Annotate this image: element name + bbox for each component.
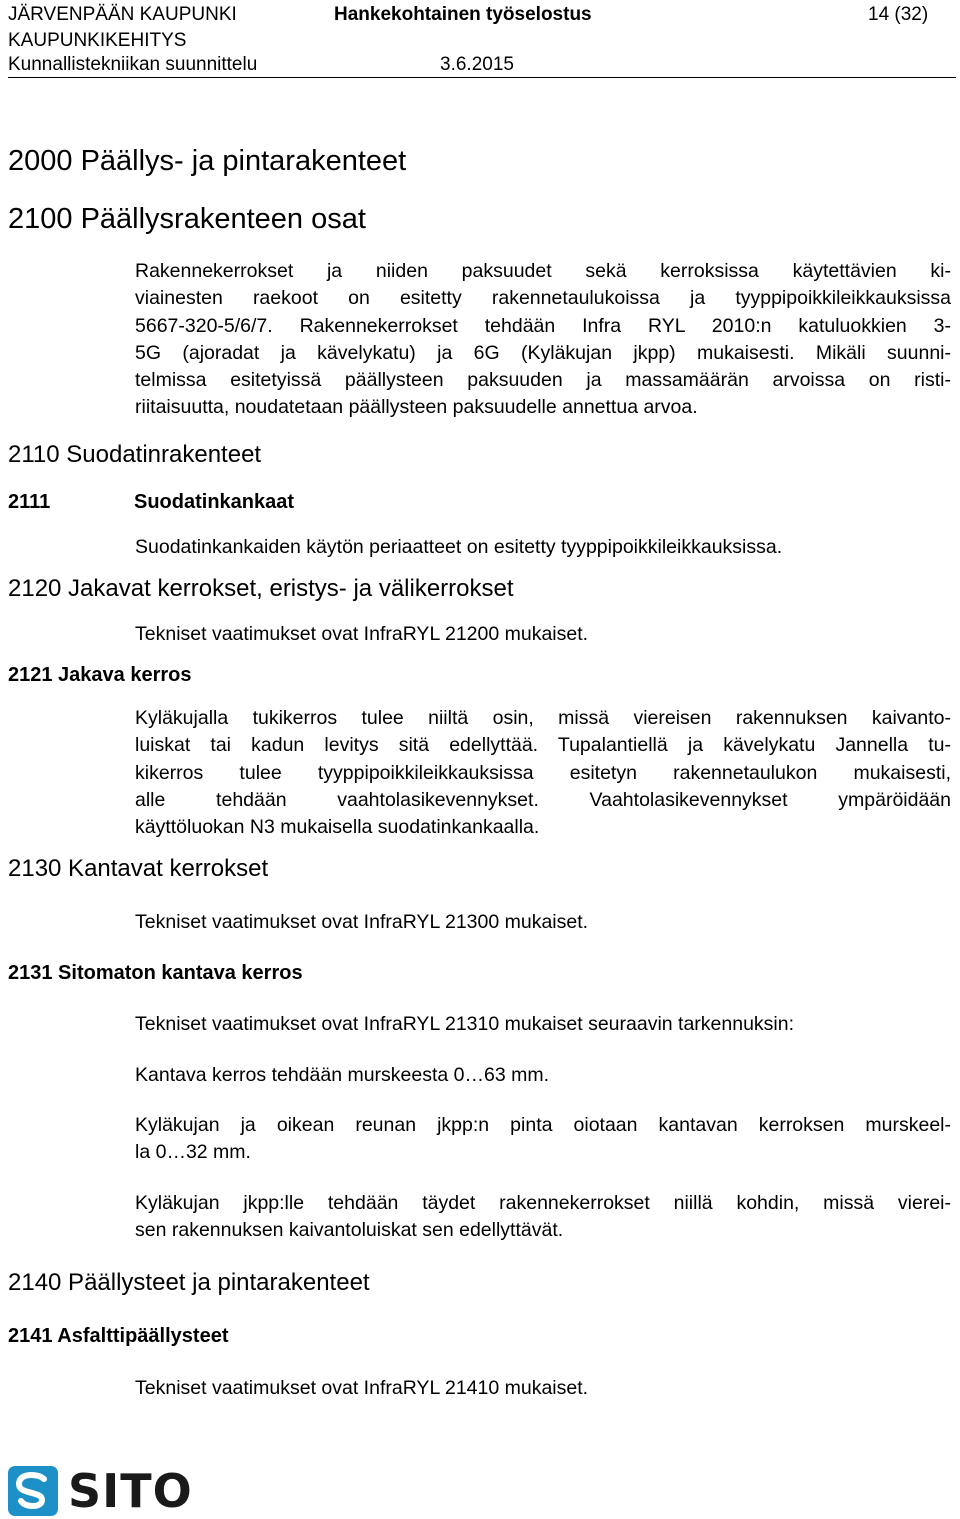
text-line: alle tehdään vaahtolasikevennykset. Vaahtolasikevennykset ympäröidään xyxy=(135,788,951,811)
text-line: viainesten raekoot on esitetty rakennetaulukoissa ja tyyppipoikkileikkauksissa xyxy=(135,287,951,310)
header-doc-title: Hankekohtainen työselostus xyxy=(334,4,592,25)
paragraph-2130 xyxy=(135,909,951,936)
text-line: Tekniset vaatimukset ovat InfraRYL 21200 mukaiset. xyxy=(135,623,589,645)
header-date: 3.6.2015 xyxy=(440,54,514,75)
heading-2141: 2141 Asfalttipäällysteet xyxy=(8,1325,229,1347)
text-line: la 0…32 mm. xyxy=(135,1141,251,1164)
paragraph-2100 xyxy=(135,258,951,422)
heading-2131: 2131 Sitomaton kantava kerros xyxy=(8,962,303,984)
header-page-number: 14 (32) xyxy=(868,4,929,25)
heading-2140: 2140 Päällysteet ja pintarakenteet xyxy=(8,1269,370,1296)
header-org-name: JÄRVENPÄÄN KAUPUNKI xyxy=(8,4,237,25)
text-line: käyttöluokan N3 mukaisella suodatinkankaalla. xyxy=(135,816,540,839)
heading-2110: 2110 Suodatinrakenteet xyxy=(8,441,262,468)
text-line: sen rakennuksen kaivantoluiskat sen edellyttävät. xyxy=(135,1219,564,1242)
header-divider xyxy=(8,77,956,78)
paragraph-2120 xyxy=(135,621,951,648)
header-unit: Kunnallistekniikan suunnittelu xyxy=(8,54,258,75)
paragraph-2131-base xyxy=(135,1062,951,1089)
paragraph-2131-intro xyxy=(135,1011,951,1038)
text-line: 5G (ajoradat ja kävelykatu) ja 6G (Kyläkujan jkpp) mukaisesti. Mikäli suunni- xyxy=(135,341,951,364)
header-department: KAUPUNKIKEHITYS xyxy=(8,30,187,51)
text-line: Tekniset vaatimukset ovat InfraRYL 21410 mukaiset. xyxy=(135,1377,589,1399)
heading-2111-number: 2111 xyxy=(8,491,51,513)
sito-logo xyxy=(8,1464,193,1518)
text-line: Kantava kerros tehdään murskeesta 0…63 mm. xyxy=(135,1064,550,1086)
heading-2111 xyxy=(8,490,295,514)
text-line: Kyläkujalla tukikerros tulee niiltä osin, missä viereisen rakennuksen kaivanto- xyxy=(135,707,951,729)
text-line: Suodatinkankaiden käytön periaatteet on esitetty tyyppipoikkileikkauksissa. xyxy=(135,536,783,558)
text-line: telmissa esitetyissä päällysteen paksuuden ja massamäärän arvoissa on risti- xyxy=(135,369,951,392)
text-line: Tekniset vaatimukset ovat InfraRYL 21310 mukaiset seuraavin tarkennuksin: xyxy=(135,1013,795,1035)
text-line: 5667-320-5/6/7. Rakennekerrokset tehdään Infra RYL 2010:n katuluokkien 3- xyxy=(135,314,951,337)
paragraph-2111 xyxy=(135,534,951,561)
text-line: luiskat tai kadun levitys sitä edellyttää. Tupalantiellä ja kävelykatu Jannella tu- xyxy=(135,734,951,757)
heading-2120: 2120 Jakavat kerrokset, eristys- ja välikerrokset xyxy=(8,575,514,602)
paragraph-2131-jkpp xyxy=(135,1190,951,1245)
text-line: Tekniset vaatimukset ovat InfraRYL 21300 mukaiset. xyxy=(135,911,589,933)
paragraph-2141 xyxy=(135,1375,951,1402)
paragraph-2121 xyxy=(135,705,951,841)
text-line: kikerros tulee tyyppipoikkileikkauksissa esitetyn rakennetaulukon mukaisesti, xyxy=(135,761,951,784)
heading-2111-title: Suodatinkankaat xyxy=(134,491,295,513)
sito-logo-wordmark: SITO xyxy=(68,1464,193,1518)
paragraph-2131-kylakuja xyxy=(135,1112,951,1167)
text-line: riitaisuutta, noudatetaan päällysteen paksuudelle annettua arvoa. xyxy=(135,396,698,419)
sito-logo-mark-icon xyxy=(8,1466,58,1516)
heading-2000: 2000 Päällys- ja pintarakenteet xyxy=(8,145,407,177)
text-line: Rakennekerrokset ja niiden paksuudet sekä kerroksissa käytettävien ki- xyxy=(135,260,951,282)
heading-2100: 2100 Päällysrakenteen osat xyxy=(8,203,366,235)
text-line: Kyläkujan jkpp:lle tehdään täydet rakennekerrokset niillä kohdin, missä vierei- xyxy=(135,1192,951,1214)
text-line: Kyläkujan ja oikean reunan jkpp:n pinta oiotaan kantavan kerroksen murskeel- xyxy=(135,1114,951,1136)
heading-2121: 2121 Jakava kerros xyxy=(8,664,192,686)
heading-2130: 2130 Kantavat kerrokset xyxy=(8,855,269,882)
